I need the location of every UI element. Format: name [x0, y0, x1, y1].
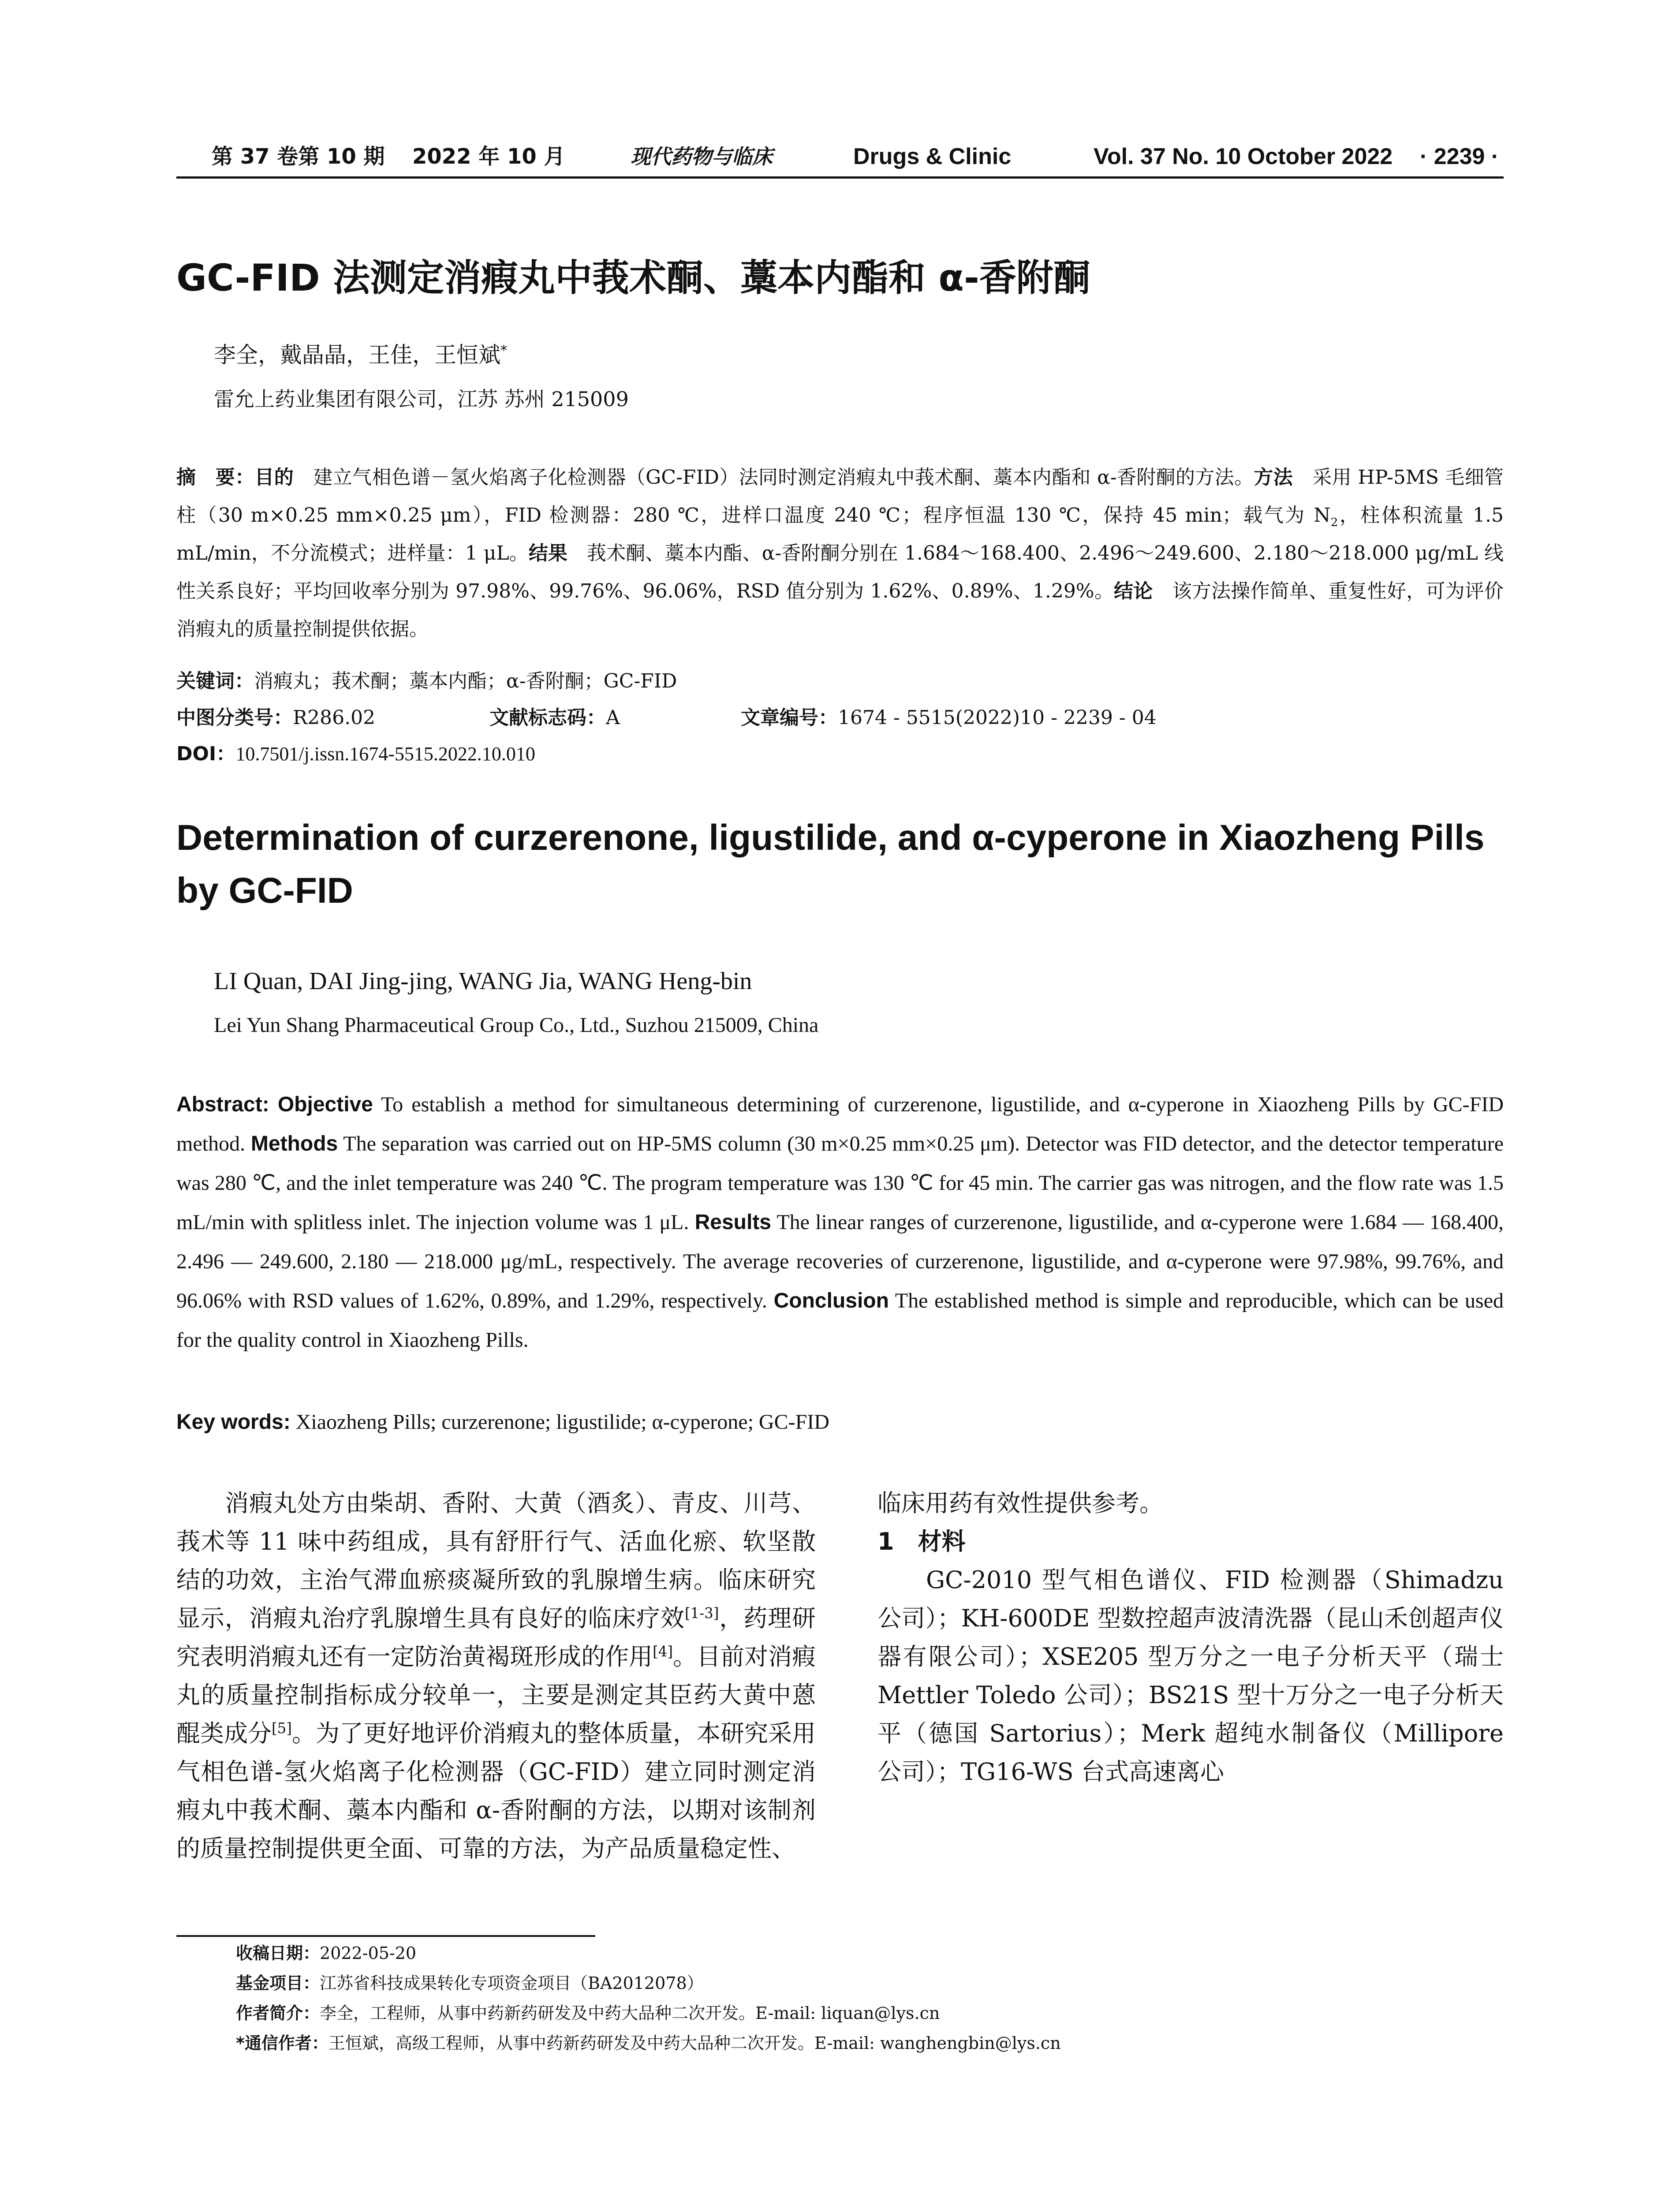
keywords-en-label: Key words:: [176, 1410, 291, 1434]
keywords-cn-label: 关键词：: [176, 670, 254, 692]
abstract-en-conclusion: The established method is simple and reproducible, which can be used for the quality control in Xiaozheng Pills.: [176, 1289, 1504, 1352]
body-column-right: [877, 1484, 1504, 1791]
abstract-cn-methods-label: 方法: [1254, 466, 1293, 489]
header-date-cn: 2022 年 10 月: [412, 144, 565, 169]
clc-value: R286.02: [293, 706, 376, 729]
abstract-cn-conclusion-label: 结论: [1114, 580, 1153, 602]
clc-field: [176, 700, 375, 736]
abstract-cn-methods-sub: 2: [1330, 515, 1338, 529]
abstract-en-results: The linear ranges of curzerenone, ligustilide, and α-cyperone were 1.684 — 168.400, 2.496 — 249.600, 2.180 — 218.000 μg/mL, respectively. The average recoveries of curzerenone, ligustilide, and α-cyperone were 97.98%, 99.76%, and 96.06% with RSD values of 1.62%, 0.89%, and 1.29%, respectively.: [176, 1211, 1504, 1312]
abstract-cn-results-label: 结果: [528, 542, 567, 564]
footnote-text: 江苏省科技成果转化专项资金项目（BA2012078）: [320, 1973, 704, 1993]
doc-code-label: 文献标志码：: [489, 706, 606, 729]
abstract-en-objective-label: Objective: [277, 1093, 373, 1116]
intro-text-b: ，药理研究表明消瘕丸还有一定防治黄褐斑形成的作用: [176, 1604, 816, 1671]
abstract-en-methods-label: Methods: [250, 1132, 338, 1155]
running-header: [176, 141, 1504, 179]
intro-text-a: 消瘕丸处方由柴胡、香附、大黄（酒炙）、青皮、川芎、莪术等 11 味中药组成，具有舒肝行气、活血化瘀、软坚散结的功效，主治气滞血瘀痰凝所致的乳腺增生病。临床研究显示，消瘕丸治疗乳腺增生具有良好的临床疗效: [176, 1489, 816, 1632]
title-cn: GC-FID 法测定消瘕丸中莪术酮、藁本内酯和 α-香附酮: [176, 256, 1090, 299]
intro-text-c: 。目前对消瘕丸的质量控制指标成分较单一，主要是测定其臣药大黄中蒽醌类成分: [176, 1643, 816, 1747]
footnote-text: 2022-05-20: [320, 1943, 417, 1963]
abstract-cn: [176, 459, 1504, 648]
abstract-cn-conclusion: 该方法操作简单、重复性好，可为评价消瘕丸的质量控制提供依据。: [176, 580, 1504, 640]
footnote-label: 收稿日期：: [236, 1943, 320, 1963]
abstract-cn-objective: 建立气相色谱－氢火焰离子化检测器（GC-FID）法同时测定消瘕丸中莪术酮、藁本内酯和 α-香附酮的方法。: [294, 466, 1254, 489]
doc-code-value: A: [606, 706, 620, 729]
footnote-label: 作者简介：: [236, 2003, 320, 2023]
keywords-en-text: Xiaozheng Pills; curzerenone; ligustilide; α-cyperone; GC-FID: [290, 1410, 829, 1434]
clc-label: 中图分类号：: [176, 706, 293, 729]
intro-paragraph: [176, 1484, 816, 1868]
footnote-text: 李全，工程师，从事中药新药研发及中药大品种二次开发。E-mail: liquan@lys.cn: [320, 2003, 940, 2023]
doc-code-field: [489, 700, 620, 736]
article-no-value: 1674 - 5515(2022)10 - 2239 - 04: [838, 706, 1157, 729]
citation-4: [4]: [653, 1643, 673, 1660]
footnote-corresponding-author: [236, 2028, 1471, 2058]
authors-cn-names: 李全，戴晶晶，王佳，王恒斌: [214, 342, 500, 368]
footnotes: [236, 1938, 1471, 2058]
doi-label: DOI：: [176, 743, 236, 765]
header-journal-en: Drugs & Clinic: [853, 144, 1012, 169]
abstract-en-conclusion-label: Conclusion: [773, 1289, 889, 1312]
citation-1-3: [1-3]: [684, 1605, 719, 1622]
affiliation-cn: 雷允上药业集团有限公司，江苏 苏州 215009: [214, 387, 629, 411]
corresponding-author-mark: *: [500, 343, 507, 359]
footnote-text: 王恒斌，高级工程师，从事中药新药研发及中药大品种二次开发。E-mail: wanghengbin@lys.cn: [328, 2033, 1061, 2053]
abstract-en-objective: To establish a method for simultaneous determining of curzerenone, ligustilide, and α-cyperone in Xiaozheng Pills by GC-FID method.: [176, 1093, 1504, 1155]
body-column-left: [176, 1484, 816, 1868]
intro-paragraph-continued: 临床用药有效性提供参考。: [877, 1489, 1163, 1517]
article-no-field: [741, 700, 1157, 736]
abstract-en-label: Abstract:: [176, 1093, 269, 1116]
footnote-rule: [176, 1935, 595, 1937]
abstract-en: [176, 1085, 1504, 1360]
abstract-en-results-label: Results: [694, 1211, 771, 1234]
authors-en: LI Quan, DAI Jing-jing, WANG Jia, WANG Heng-bin: [214, 968, 752, 995]
abstract-cn-methods-b: ，柱体积流量 1.5 mL/min，不分流模式；进样量：1 μL。: [176, 504, 1504, 564]
abstract-cn-label: 摘 要：: [176, 466, 255, 489]
footnote-received: [236, 1938, 1471, 1968]
header-volume-en: Vol. 37 No. 10 October 2022: [1094, 144, 1393, 169]
authors-cn: [214, 335, 507, 375]
doi-value: 10.7501/j.issn.1674-5515.2022.10.010: [235, 743, 535, 765]
keywords-en: [176, 1402, 1504, 1442]
title-en: Determination of curzerenone, ligustilide, and α-cyperone in Xiaozheng Pills by GC-FID: [176, 818, 1485, 911]
footnote-author-bio: [236, 1998, 1471, 2028]
keywords-cn: [176, 664, 1504, 699]
intro-text-d: 。为了更好地评价消瘕丸的整体质量，本研究采用气相色谱-氢火焰离子化检测器（GC-FID）建立同时测定消瘕丸中莪术酮、藁本内酯和 α-香附酮的方法，以期对该制剂的质量控制提供更全面、可靠的方法，为产品质量稳定性、: [176, 1719, 816, 1862]
abstract-cn-objective-label: 目的: [254, 466, 294, 489]
abstract-en-methods: The separation was carried out on HP-5MS column (30 m×0.25 mm×0.25 μm). Detector was FID detector, and the detector temperature was 280 ℃, and the inlet temperature was 240 ℃. The program temperature was 130 ℃ for 45 min. The carrier gas was nitrogen, and the flow rate was 1.5 mL/min with splitless inlet. The injection volume was 1 μL.: [176, 1132, 1504, 1234]
footnote-label: 基金项目：: [236, 1973, 320, 1993]
footnote-funding: [236, 1968, 1471, 1998]
article-no-label: 文章编号：: [741, 706, 838, 729]
keywords-cn-text: 消瘕丸；莪术酮；藁本内酯；α-香附酮；GC-FID: [254, 670, 677, 692]
citation-5: [5]: [272, 1720, 292, 1737]
affiliation-en: Lei Yun Shang Pharmaceutical Group Co., Ltd., Suzhou 215009, China: [214, 1013, 819, 1037]
doi-line: [176, 736, 1504, 772]
section-1-heading: 1 材料: [877, 1528, 966, 1555]
header-page-number: · 2239 ·: [1420, 144, 1499, 169]
abstract-cn-methods-a: 采用 HP-5MS 毛细管柱（30 m×0.25 mm×0.25 μm），FID 检测器：280 ℃，进样口温度 240 ℃；程序恒温 130 ℃，保持 45 min；载气为 N: [176, 466, 1504, 527]
header-volume-cn: 第 37 卷第 10 期: [212, 144, 385, 169]
section-1-paragraph: GC-2010 型气相色谱仪、FID 检测器（Shimadzu 公司）；KH-600DE 型数控超声波清洗器（昆山禾创超声仪器有限公司）；XSE205 型万分之一电子分析天平（瑞士 Mettler Toledo 公司）；BS21S 型十万分之一电子分析天平（德国 Sartorius）；Merk 超纯水制备仪（Millipore 公司）；TG16-WS 台式高速离心: [877, 1566, 1504, 1786]
header-journal-cn: 现代药物与临床: [631, 145, 773, 168]
footnote-label: *通信作者：: [236, 2033, 329, 2053]
abstract-cn-results: 莪术酮、藁本内酯、α-香附酮分别在 1.684～168.400、2.496～249.600、2.180～218.000 μg/mL 线性关系良好；平均回收率分别为 97.98%、99.76%、96.06%，RSD 值分别为 1.62%、0.89%、1.29%。: [176, 542, 1504, 602]
